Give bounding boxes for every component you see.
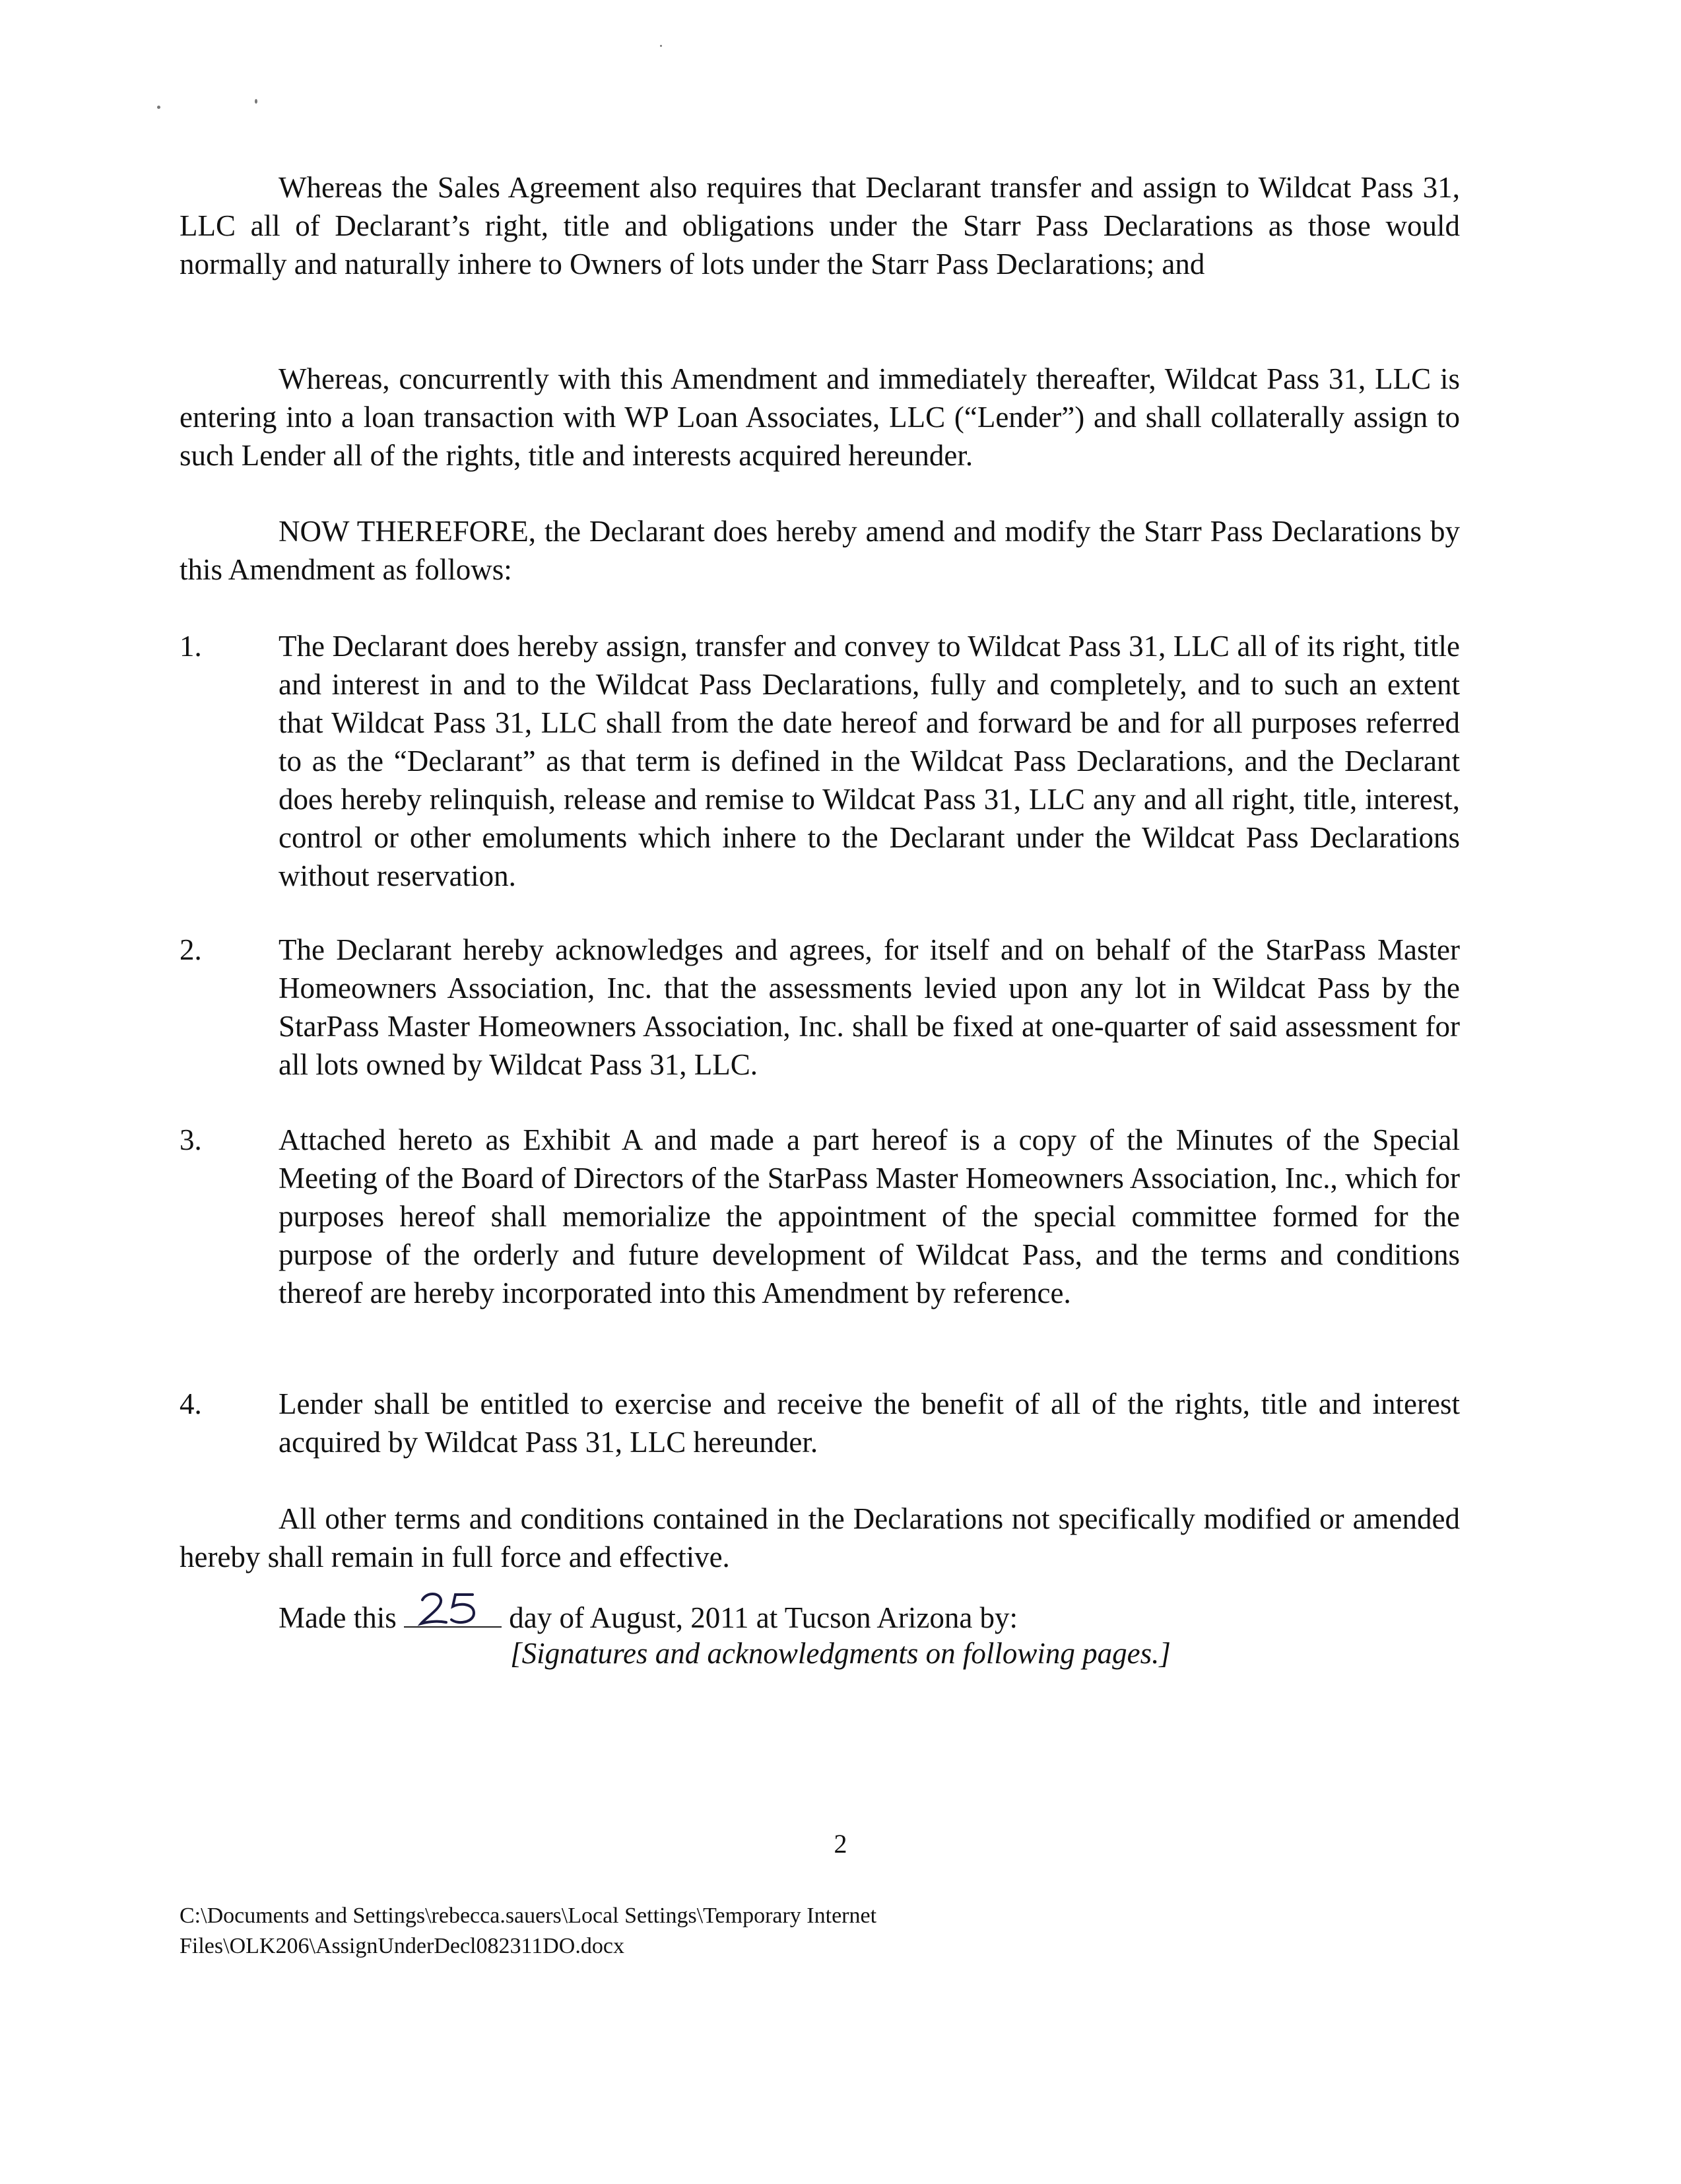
- day-blank: [404, 1596, 502, 1628]
- made-this-line: Made this day of August, 2011 at Tucson Arizona by:: [279, 1596, 1018, 1637]
- item-number: 4.: [180, 1387, 202, 1420]
- scan-speck: [660, 45, 662, 47]
- item-text: Lender shall be entitled to exercise and receive the benefit of all of the rights, title and interest acquired by Wildcat Pass 31, LLC hereunder.: [279, 1387, 1460, 1459]
- scan-speck: [157, 106, 160, 109]
- handwritten-day-25: [417, 1588, 490, 1628]
- signature-note: [Signatures and acknowledgments on following pages.]: [510, 1637, 1171, 1670]
- file-path-footer: [180, 1901, 1170, 1962]
- page-number: 2: [834, 1829, 847, 1859]
- paragraph-loan-transaction: Whereas, concurrently with this Amendment and immediately thereafter, Wildcat Pass 31, LLC is entering into a loan transaction with WP Loan Associates, LLC (“Lender”) and shall collaterally assign to such Lender all of the rights, title and interests acquired hereunder.: [180, 362, 1460, 472]
- item-number: 2.: [180, 933, 202, 966]
- scan-speck: [255, 99, 257, 104]
- file-path-line-1: C:\Documents and Settings\rebecca.sauers\Local Settings\Temporary Internet: [180, 1903, 877, 1928]
- item-number: 1.: [180, 630, 202, 663]
- paragraph-now-therefore: NOW THEREFORE, the Declarant does hereby amend and modify the Starr Pass Declarations by this Amendment as follows:: [180, 515, 1460, 586]
- item-text: Attached hereto as Exhibit A and made a part hereof is a copy of the Minutes of the Special Meeting of the Board of Directors of the StarPass Master Homeowners Association, Inc., which for purposes hereof shall memorialize the appointment of the special committee formed for the purpose of the orderly and future development of Wildcat Pass, and the terms and conditions thereof are hereby incorporated into this Amendment by reference.: [279, 1123, 1460, 1309]
- paragraph-closing: All other terms and conditions contained in the Declarations not specifically modified or amended hereby shall remain in full force and effective.: [180, 1502, 1460, 1573]
- item-text: The Declarant hereby acknowledges and agrees, for itself and on behalf of the StarPass Master Homeowners Association, Inc. that the assessments levied upon any lot in Wildcat Pass by the StarPass Master Homeowners Association, Inc. shall be fixed at one-quarter of said assessment for all lots owned by Wildcat Pass 31, LLC.: [279, 933, 1460, 1081]
- item-text: The Declarant does hereby assign, transfer and convey to Wildcat Pass 31, LLC all of its right, title and interest in and to the Wildcat Pass Declarations, fully and completely, and to such an extent that Wildcat Pass 31, LLC shall from the date hereof and forward be and for all purposes referred to as the “Declarant” as that term is defined in the Wildcat Pass Declarations, and the Declarant does hereby relinquish, release and remise to Wildcat Pass 31, LLC any and all right, title, interest, control or other emoluments which inhere to the Declarant under the Wildcat Pass Declarations without reservation.: [279, 630, 1460, 892]
- file-path-line-2: Files\OLK206\AssignUnderDecl082311DO.docx: [180, 1934, 624, 1958]
- item-number: 3.: [180, 1123, 202, 1156]
- paragraph-sales-agreement: Whereas the Sales Agreement also requires that Declarant transfer and assign to Wildcat Pass 31, LLC all of Declarant’s right, title and obligations under the Starr Pass Declarations as those would normally and naturally inhere to Owners of lots under the Starr Pass Declarations; and: [180, 171, 1460, 281]
